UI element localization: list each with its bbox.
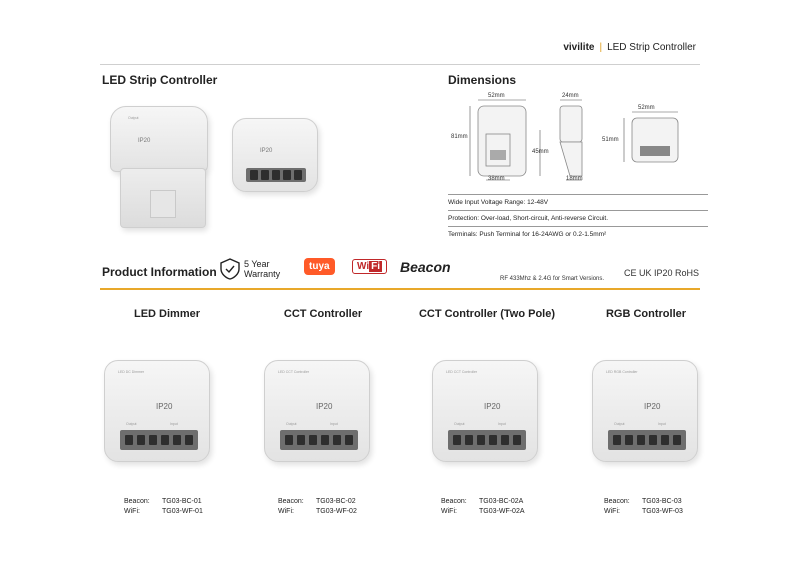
output-label: Output [126, 422, 137, 426]
spec-divider [448, 210, 708, 211]
product-image-cct-two-pole [428, 356, 540, 466]
device-label: LED CCT Controller [278, 370, 310, 374]
device-label: LED CCT Controller [446, 370, 478, 374]
product-codes-rgb-controller [604, 497, 683, 517]
tuya-logo: tuya [304, 258, 335, 275]
terminal-block [448, 430, 526, 450]
dim-side-width: 52mm [638, 105, 655, 111]
dim-width-top: 52mm [488, 93, 505, 99]
spec-voltage: Wide Input Voltage Range: 12-48V [448, 199, 549, 206]
rf-note: RF 433Mhz & 2.4G for Smart Versions. [500, 276, 605, 282]
wifi-code: TG03-WF-03 [642, 508, 683, 515]
product-title-led-dimmer: LED Dimmer [133, 308, 201, 320]
product-image-small [230, 112, 320, 190]
dim-bottom-depth: 18mm [566, 176, 583, 182]
terminal-block [608, 430, 686, 450]
output-label: Output [454, 422, 465, 426]
beacon-code: TG03-BC-02 [316, 498, 356, 505]
ip-mark: IP20 [316, 402, 333, 411]
wifi-key: WiFi: [441, 508, 457, 515]
product-codes-cct-two-pole [441, 497, 525, 517]
product-codes-cct-controller [278, 497, 357, 517]
wifi-logo-text: Wi [357, 261, 370, 272]
input-label: Input [330, 422, 338, 426]
device-label: LED RGB Controller [606, 370, 638, 374]
wifi-key: WiFi: [124, 508, 140, 515]
beacon-key: Beacon: [124, 498, 150, 505]
beacon-code: TG03-BC-03 [642, 498, 682, 505]
output-label: Output [614, 422, 625, 426]
spec-divider [448, 226, 708, 227]
wifi-code: TG03-WF-02 [316, 508, 357, 515]
section-title-led-strip-controller: LED Strip Controller [102, 73, 218, 87]
dim-depth: 24mm [562, 93, 579, 99]
beacon-code: TG03-BC-02A [479, 498, 524, 505]
ip-mark: IP20 [644, 402, 661, 411]
certification-marks: CE UK IP20 RoHS [624, 268, 700, 278]
product-codes-led-dimmer [124, 497, 203, 517]
wifi-key: WiFi: [278, 508, 294, 515]
dimension-drawing [448, 90, 708, 190]
dim-inner-height: 45mm [532, 149, 549, 155]
product-title-rgb-controller: RGB Controller [605, 308, 687, 320]
terminal-block [280, 430, 358, 450]
beacon-key: Beacon: [278, 498, 304, 505]
product-image-cct-controller [260, 356, 372, 466]
input-label: Input [658, 422, 666, 426]
warranty-line2: Warranty [244, 269, 281, 279]
product-image-led-dimmer [100, 356, 212, 466]
section-title-dimensions: Dimensions [448, 73, 517, 87]
section-divider-orange [100, 288, 700, 290]
wifi-code: TG03-WF-01 [162, 508, 203, 515]
terminal-block [246, 168, 306, 182]
wifi-code: TG03-WF-02A [479, 508, 525, 515]
warranty-badge [220, 258, 280, 280]
beacon-code: TG03-BC-01 [162, 498, 202, 505]
ip-mark: IP20 [484, 402, 501, 411]
header-separator: | [599, 42, 603, 53]
output-label: Output [286, 422, 297, 426]
product-image-large [110, 98, 210, 228]
header-divider [100, 64, 700, 65]
product-title-cct-controller: CCT Controller [283, 308, 363, 320]
spec-protection: Protection: Over-load, Short-circuit, Anti-reverse Circuit. [448, 215, 609, 222]
product-image-rgb-controller [588, 356, 700, 466]
ip-mark-small: IP20 [260, 148, 273, 154]
wifi-logo [352, 259, 387, 274]
spec-divider [448, 194, 708, 195]
beacon-key: Beacon: [604, 498, 630, 505]
input-label: Input [498, 422, 506, 426]
wifi-logo-text-b: Fi [371, 261, 381, 272]
product-title-cct-two-pole: CCT Controller (Two Pole) [418, 308, 556, 320]
dim-height: 81mm [451, 134, 468, 140]
shield-icon [220, 258, 240, 280]
wifi-key: WiFi: [604, 508, 620, 515]
device-label: LED DC Dimmer [118, 370, 145, 374]
spec-terminals: Terminals: Push Terminal for 16-24AWG or 0.2-1.5mm² [448, 231, 607, 238]
device-label-text: Output [128, 116, 139, 120]
terminal-block [120, 430, 198, 450]
ip-mark: IP20 [156, 402, 173, 411]
beacon-key: Beacon: [441, 498, 467, 505]
brand-name: vivilite [563, 42, 595, 53]
section-title-product-info: Product Information [102, 265, 217, 279]
input-label: Input [170, 422, 178, 426]
beacon-logo: Beacon [400, 259, 451, 275]
dim-bottom-width: 38mm [488, 176, 505, 182]
ip-mark: IP20 [138, 138, 151, 144]
header-brand [563, 42, 696, 53]
dim-side-height: 51mm [602, 137, 619, 143]
header-title: LED Strip Controller [607, 42, 696, 53]
warranty-line1: 5 Year [244, 259, 270, 269]
